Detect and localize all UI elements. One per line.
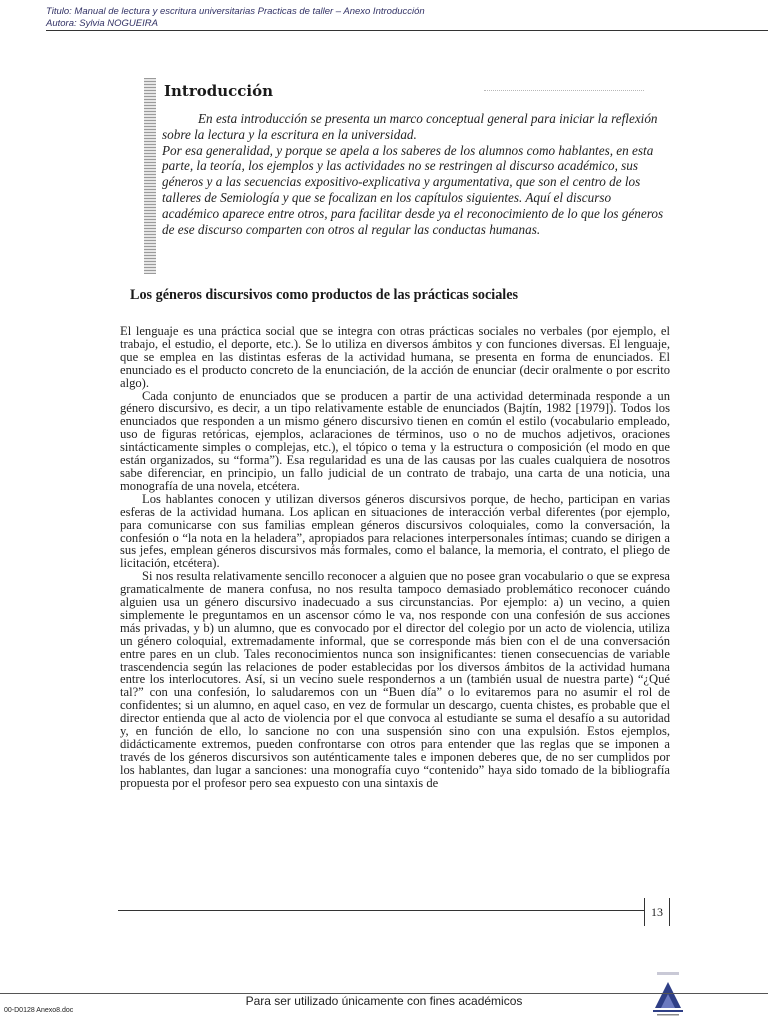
page-number: 13 (644, 898, 670, 926)
body-text (120, 325, 670, 790)
intro-title: Introducción (164, 82, 274, 100)
footer-file-code: 00-D0128 Anexo8.doc (4, 1007, 74, 1014)
page-bottom-rule (118, 910, 644, 911)
section-title: Los géneros discursivos como productos de las prácticas sociales (130, 287, 519, 303)
intro-paragraph: En esta introducción se presenta un marco conceptual general para iniciar la reflexión sobre la lectura y la escritura en la universidad. (162, 111, 658, 142)
intro-side-bar (144, 78, 156, 274)
body-paragraph: Si nos resulta relativamente sencillo reconocer a alguien que no posee gran vocabulario o que se expresa gramaticalmente de manera confusa, no nos resulta tampoco demasiado problemático reconocer cuándo alguien usa un género discursivo inadecuado a sus circunstancias. Por ejemplo: a) un vecino, a quien simplemente le preguntamos en un ascensor cómo le va, nos responde con una confesión de sus acciones más privadas, y b) un alumno, que es convocado por el director del colegio por un acto de violencia, utiliza un género coloquial, extremadamente informal, que se corresponde más bien con el de una conversación entre pares en un club. Tales reconocimientos nunca son insignificantes: tienen consecuencias de variable trascendencia según las relaciones de poder establecidas por los diversos ámbitos de la actividad humana entre los interlocutores. Así, si un vecino suele respondernos a un (también usual de nuestra parte) “¿Qué tal?” con una confesión, lo saludaremos con un “Buen día” o lo evitaremos para no asumir el rol de confidentes; si un alumno, en aquel caso, en vez de formular un descargo, cuenta chistes, es probable que el director entienda que al acto de violencia por el que convoca al estudiante se suma el desafío a su autoridad y, en función de ello, lo sancione no con una suspensión sino con una expulsión. Estos ejemplos, didácticamente extremos, pueden confrontarse con otros para entender que las reglas que se imponen a través de los géneros discursivos son auténticamente tales e imponen deberes que, de no ser cumplidos por los hablantes, dan lugar a sanciones: una monografía cuyo “contenido” haya sido tomado de la bibliografía propuesta por el profesor pero sea expuesto con una sintaxis de (120, 569, 670, 790)
body-paragraph: Los hablantes conocen y utilizan diversos géneros discursivos porque, de hecho, participan en varias esferas de la actividad humana. Los aplican en situaciones de interacción verbal diferentes (por ejemplo, para comunicarse con sus familias emplean géneros discursivos coloquiales, como la conversación, la confesión o “la nota en la heladera”, apropiados para relaciones interpersonales íntimas; cuando se dirigen a sus jefes, emplean géneros discursivos más formales, como el balance, la memoria, el contrato, el pliego de licitación, etcétera). (120, 491, 670, 571)
intro-box (144, 78, 664, 274)
header-author-line: Autora: Sylvia NOGUEIRA (46, 18, 158, 29)
body-paragraph: El lenguaje es una práctica social que se integra con otras prácticas sociales no verbales (por ejemplo, el trabajo, el estudio, el deporte, etc.). Se lo utiliza en diversos ámbitos y con funciones diversas. El lenguaje, que se emplea en las distintas esferas de la actividad humana, se presenta en forma de enunciados. El enunciado es el producto concreto de la enunciación, de la acción de enunciar (decir oralmente o por escrito algo). (120, 324, 670, 390)
intro-text (162, 111, 670, 237)
footer-notice: Para ser utilizado únicamente con fines académicos (245, 994, 523, 1008)
header-divider (46, 30, 768, 31)
intro-dotted-line (484, 90, 644, 91)
header-title-line: Titulo: Manual de lectura y escritura universitarias Practicas de taller – Anexo Introducción (46, 6, 425, 17)
document-header (46, 6, 768, 30)
body-paragraph: Cada conjunto de enunciados que se producen a partir de una actividad determinada responde a un género discursivo, es decir, a un tipo relativamente estable de enunciados (Bajtín, 1982 [1979]). Todos los enunciados que responden a un mismo género discursivo tienen en común el estilo (vocabulario empleado, uso de figuras retóricas, ejemplos, aclaraciones de términos, uso o no de muchos adjetivos, oraciones sintácticamente simples o complejas, etc.), el tópico o tema y la estructura o composición (el modo en que están organizados, su “forma”). Esa regularidad es una de las causas por las cuales cualquiera de nosotros sabe diferenciar, en principio, un fallo judicial de un contrato de trabajo, una carta de una noticia, una monografía de una novela, etcétera. (120, 388, 670, 493)
intro-paragraph: Por esa generalidad, y porque se apela a los saberes de los alumnos como hablantes, en esta parte, la teoría, los ejemplos y las actividades no se restringen al discurso académico, sus géneros y a las secuencias expositivo-explicativa y argumentativa, que son el centro de los talleres de Semiología y que se focalizan en los capítulos siguientes. Aquí el discurso académico aparece entre otros, para facilitar desde ya el reconocimiento de lo que los géneros de ese discurso comparten con otros al regular las conductas humanas. (162, 142, 664, 237)
